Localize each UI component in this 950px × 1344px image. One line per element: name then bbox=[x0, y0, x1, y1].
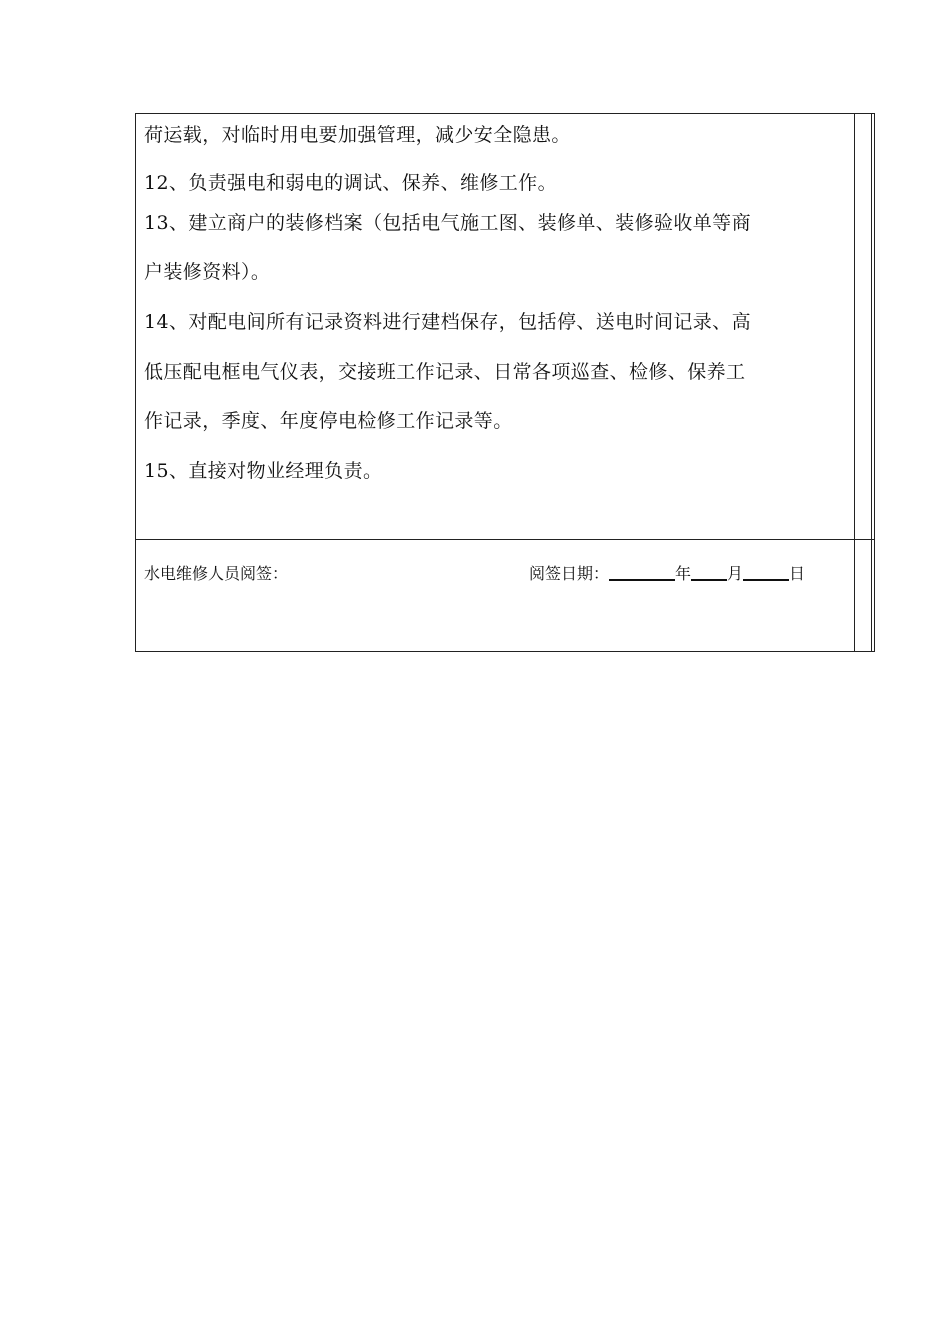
table-column-divider bbox=[854, 113, 855, 652]
duty-line: 12、负责强电和弱电的调试、保养、维修工作。 bbox=[144, 172, 557, 194]
duty-line: 13、建立商户的装修档案（包括电气施工图、装修单、装修验收单等商 bbox=[144, 212, 751, 234]
date-label: 阅签日期： bbox=[529, 564, 610, 583]
month-label: 月 bbox=[727, 564, 744, 583]
duty-form-table bbox=[135, 113, 875, 652]
signature-label: 水电维修人员阅签： bbox=[144, 564, 289, 583]
sign-date bbox=[529, 561, 805, 587]
day-label: 日 bbox=[789, 564, 806, 583]
day-blank[interactable] bbox=[743, 561, 789, 581]
duty-line: 14、对配电间所有记录资料进行建档保存，包括停、送电时间记录、高 bbox=[144, 311, 751, 333]
year-blank[interactable] bbox=[609, 561, 675, 581]
table-row-divider bbox=[135, 539, 875, 540]
duty-line: 作记录，季度、年度停电检修工作记录等。 bbox=[144, 410, 513, 432]
duty-line: 15、直接对物业经理负责。 bbox=[144, 460, 383, 482]
table-column-divider-outer bbox=[871, 113, 872, 652]
month-blank[interactable] bbox=[691, 561, 727, 581]
duty-line: 荷运载，对临时用电要加强管理，减少安全隐患。 bbox=[144, 124, 571, 146]
duty-line: 户装修资料）。 bbox=[144, 261, 271, 283]
year-label: 年 bbox=[675, 564, 692, 583]
duty-line: 低压配电框电气仪表，交接班工作记录、日常各项巡查、检修、保养工 bbox=[144, 361, 746, 383]
